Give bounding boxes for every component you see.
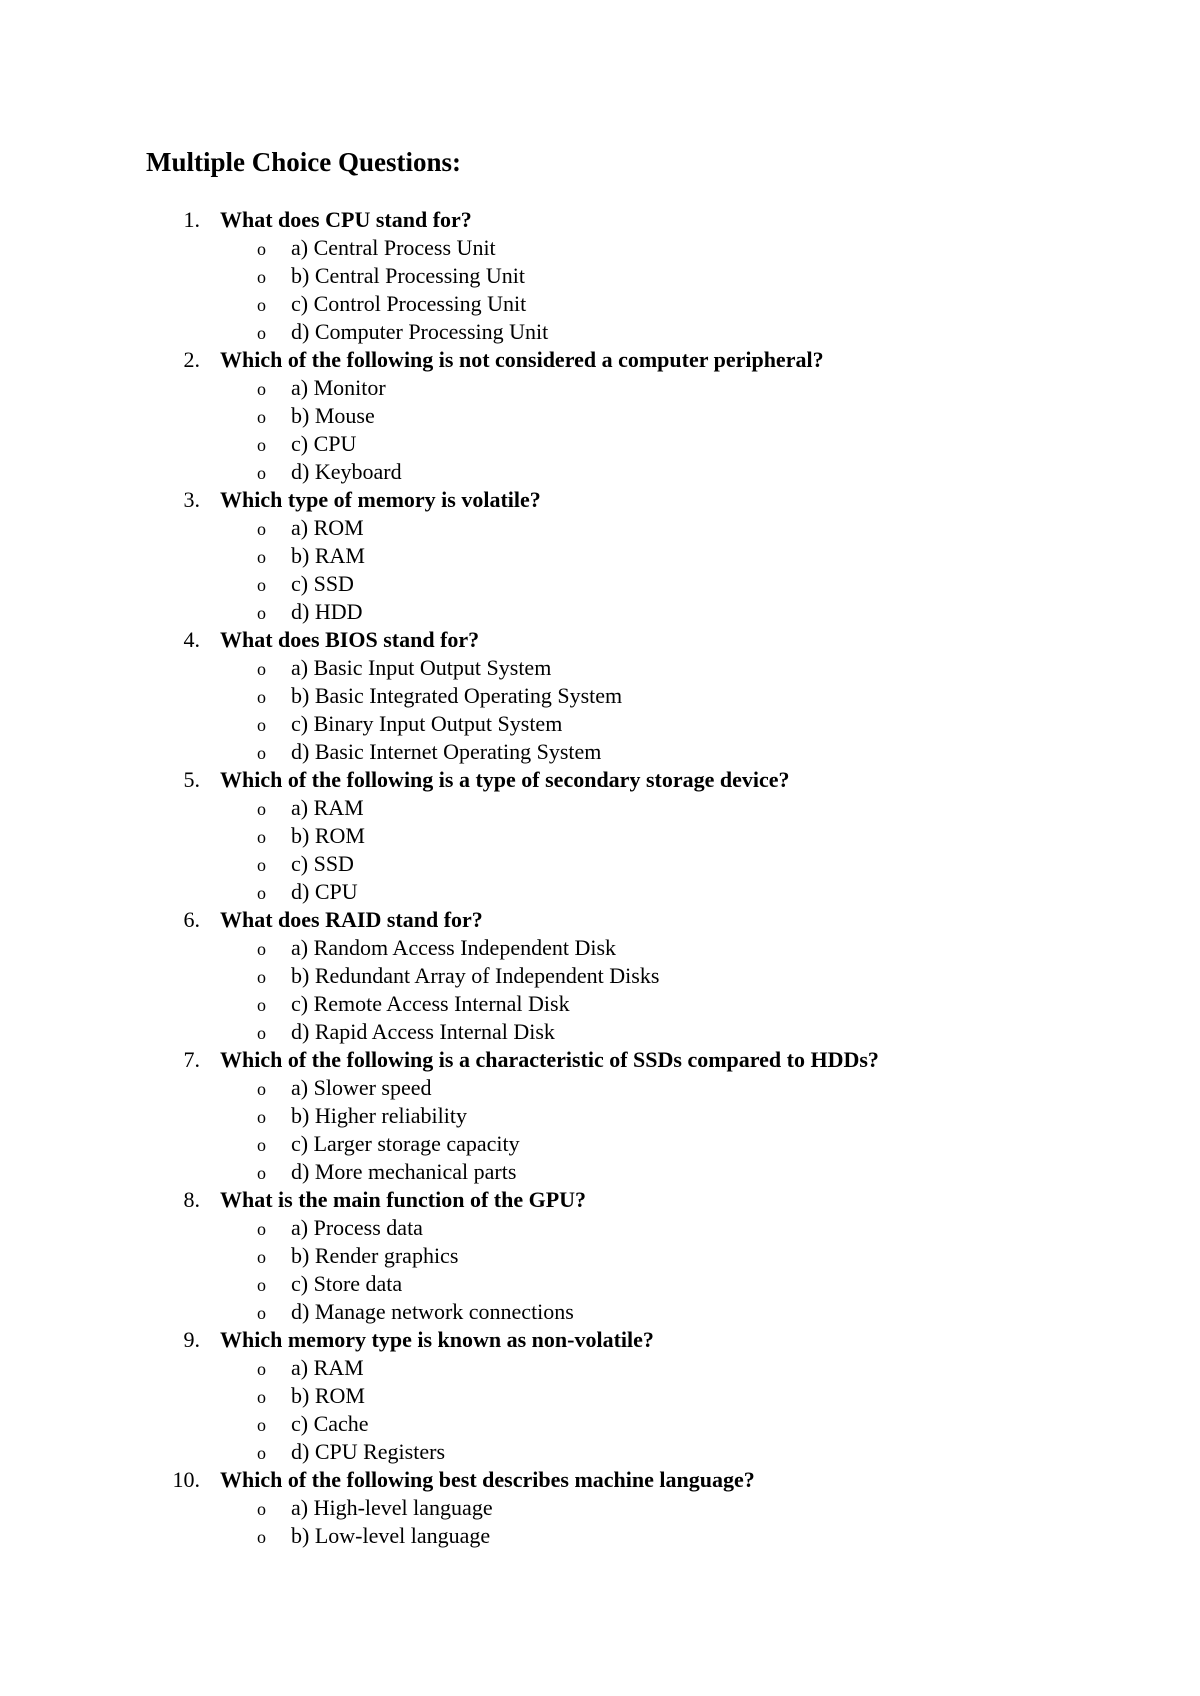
option-text: d) Computer Processing Unit [291, 319, 549, 344]
option-item [0, 990, 1200, 1018]
question-item [0, 1466, 1200, 1550]
option-item [0, 374, 1200, 402]
option-text: a) RAM [291, 795, 364, 820]
option-item [0, 934, 1200, 962]
page-title: Multiple Choice Questions: [146, 147, 461, 177]
question-number: 10. [172, 1467, 200, 1492]
bullet-circle-icon: o [257, 295, 266, 315]
option-item [0, 318, 1200, 346]
option-text: b) ROM [291, 823, 365, 848]
option-text: a) Slower speed [291, 1075, 432, 1100]
option-list [0, 1494, 1200, 1550]
option-text: b) Low-level language [291, 1523, 491, 1548]
option-text: a) Central Process Unit [291, 235, 496, 260]
bullet-circle-icon: o [257, 799, 266, 819]
question-text: Which of the following is a characteristic of SSDs compared to HDDs? [220, 1047, 879, 1072]
question-row [0, 346, 1200, 374]
question-row [0, 1326, 1200, 1354]
option-item [0, 1158, 1200, 1186]
option-text: a) High-level language [291, 1495, 493, 1520]
option-item [0, 290, 1200, 318]
option-text: d) Basic Internet Operating System [291, 739, 602, 764]
bullet-circle-icon: o [257, 1163, 266, 1183]
option-text: c) Larger storage capacity [291, 1131, 520, 1156]
question-item [0, 346, 1200, 486]
bullet-circle-icon: o [257, 1107, 266, 1127]
option-list [0, 1354, 1200, 1466]
question-item [0, 206, 1200, 346]
option-item [0, 738, 1200, 766]
question-item [0, 906, 1200, 1046]
option-item [0, 402, 1200, 430]
bullet-circle-icon: o [257, 967, 266, 987]
option-item [0, 850, 1200, 878]
option-item [0, 1018, 1200, 1046]
option-text: a) Random Access Independent Disk [291, 935, 617, 960]
question-number: 2. [183, 347, 200, 372]
option-text: b) RAM [291, 543, 365, 568]
bullet-circle-icon: o [257, 575, 266, 595]
bullet-circle-icon: o [257, 519, 266, 539]
option-item [0, 1214, 1200, 1242]
option-text: c) Remote Access Internal Disk [291, 991, 570, 1016]
option-item [0, 514, 1200, 542]
option-text: a) Monitor [291, 375, 386, 400]
question-number: 6. [183, 907, 200, 932]
option-item [0, 794, 1200, 822]
bullet-circle-icon: o [257, 1303, 266, 1323]
option-text: a) ROM [291, 515, 364, 540]
option-item [0, 1298, 1200, 1326]
option-list [0, 654, 1200, 766]
bullet-circle-icon: o [257, 239, 266, 259]
bullet-circle-icon: o [257, 827, 266, 847]
option-text: c) SSD [291, 571, 354, 596]
question-row [0, 486, 1200, 514]
option-item [0, 1410, 1200, 1438]
question-row [0, 766, 1200, 794]
option-item [0, 878, 1200, 906]
question-row [0, 206, 1200, 234]
question-text: Which of the following is not considered a computer peripheral? [220, 347, 824, 372]
bullet-circle-icon: o [257, 939, 266, 959]
question-text: What does BIOS stand for? [220, 627, 480, 652]
bullet-circle-icon: o [257, 1079, 266, 1099]
question-number: 8. [183, 1187, 200, 1212]
bullet-circle-icon: o [257, 995, 266, 1015]
option-item [0, 1242, 1200, 1270]
option-text: a) RAM [291, 1355, 364, 1380]
question-text: What is the main function of the GPU? [220, 1187, 587, 1212]
bullet-circle-icon: o [257, 267, 266, 287]
question-number: 1. [183, 207, 200, 232]
option-item [0, 710, 1200, 738]
question-list [0, 206, 1200, 1550]
bullet-circle-icon: o [257, 603, 266, 623]
option-item [0, 1102, 1200, 1130]
option-item [0, 598, 1200, 626]
bullet-circle-icon: o [257, 435, 266, 455]
bullet-circle-icon: o [257, 1527, 266, 1547]
option-text: b) Central Processing Unit [291, 263, 526, 288]
question-text: What does CPU stand for? [220, 207, 472, 232]
option-text: d) Rapid Access Internal Disk [291, 1019, 555, 1044]
bullet-circle-icon: o [257, 1359, 266, 1379]
option-list [0, 1214, 1200, 1326]
bullet-circle-icon: o [257, 1219, 266, 1239]
question-item [0, 1186, 1200, 1326]
question-row [0, 1466, 1200, 1494]
question-row [0, 626, 1200, 654]
bullet-circle-icon: o [257, 715, 266, 735]
question-row [0, 906, 1200, 934]
option-item [0, 570, 1200, 598]
option-text: c) Store data [291, 1271, 403, 1296]
option-text: b) Redundant Array of Independent Disks [291, 963, 660, 988]
question-item [0, 626, 1200, 766]
question-text: Which memory type is known as non-volatile? [220, 1327, 654, 1352]
bullet-circle-icon: o [257, 687, 266, 707]
bullet-circle-icon: o [257, 1387, 266, 1407]
bullet-circle-icon: o [257, 1135, 266, 1155]
bullet-circle-icon: o [257, 855, 266, 875]
option-item [0, 1438, 1200, 1466]
question-item [0, 1046, 1200, 1186]
option-text: d) HDD [291, 599, 363, 624]
option-text: b) Render graphics [291, 1243, 459, 1268]
option-list [0, 1074, 1200, 1186]
option-text: c) Binary Input Output System [291, 711, 563, 736]
option-item [0, 822, 1200, 850]
bullet-circle-icon: o [257, 883, 266, 903]
option-item [0, 962, 1200, 990]
option-item [0, 1382, 1200, 1410]
bullet-circle-icon: o [257, 1499, 266, 1519]
bullet-circle-icon: o [257, 463, 266, 483]
option-text: b) Mouse [291, 403, 375, 428]
option-item [0, 458, 1200, 486]
bullet-circle-icon: o [257, 1247, 266, 1267]
option-list [0, 234, 1200, 346]
option-list [0, 934, 1200, 1046]
option-item [0, 1522, 1200, 1550]
bullet-circle-icon: o [257, 1415, 266, 1435]
option-text: c) CPU [291, 431, 357, 456]
option-item [0, 262, 1200, 290]
option-item [0, 430, 1200, 458]
question-number: 7. [183, 1047, 200, 1072]
option-item [0, 682, 1200, 710]
option-text: b) Higher reliability [291, 1103, 467, 1128]
option-text: a) Process data [291, 1215, 423, 1240]
option-item [0, 1130, 1200, 1158]
option-text: c) Control Processing Unit [291, 291, 527, 316]
bullet-circle-icon: o [257, 743, 266, 763]
question-number: 3. [183, 487, 200, 512]
option-list [0, 514, 1200, 626]
question-item [0, 486, 1200, 626]
bullet-circle-icon: o [257, 1443, 266, 1463]
bullet-circle-icon: o [257, 379, 266, 399]
option-item [0, 1354, 1200, 1382]
bullet-circle-icon: o [257, 407, 266, 427]
bullet-circle-icon: o [257, 1023, 266, 1043]
option-list [0, 374, 1200, 486]
question-item [0, 766, 1200, 906]
option-item [0, 654, 1200, 682]
question-number: 4. [183, 627, 200, 652]
option-text: b) ROM [291, 1383, 365, 1408]
bullet-circle-icon: o [257, 1275, 266, 1295]
option-text: d) CPU Registers [291, 1439, 445, 1464]
bullet-circle-icon: o [257, 323, 266, 343]
option-text: d) CPU [291, 879, 358, 904]
bullet-circle-icon: o [257, 659, 266, 679]
option-text: a) Basic Input Output System [291, 655, 552, 680]
question-text: Which of the following best describes machine language? [220, 1467, 755, 1492]
option-text: d) Manage network connections [291, 1299, 574, 1324]
option-text: c) SSD [291, 851, 354, 876]
option-item [0, 1074, 1200, 1102]
question-row [0, 1046, 1200, 1074]
option-item [0, 234, 1200, 262]
bullet-circle-icon: o [257, 547, 266, 567]
option-text: c) Cache [291, 1411, 369, 1436]
option-text: d) More mechanical parts [291, 1159, 517, 1184]
option-item [0, 1270, 1200, 1298]
question-text: Which of the following is a type of secondary storage device? [220, 767, 790, 792]
question-number: 9. [183, 1327, 200, 1352]
question-item [0, 1326, 1200, 1466]
option-list [0, 794, 1200, 906]
question-text: Which type of memory is volatile? [220, 487, 541, 512]
question-number: 5. [183, 767, 200, 792]
question-row [0, 1186, 1200, 1214]
question-text: What does RAID stand for? [220, 907, 483, 932]
option-item [0, 1494, 1200, 1522]
option-item [0, 542, 1200, 570]
option-text: b) Basic Integrated Operating System [291, 683, 623, 708]
option-text: d) Keyboard [291, 459, 402, 484]
